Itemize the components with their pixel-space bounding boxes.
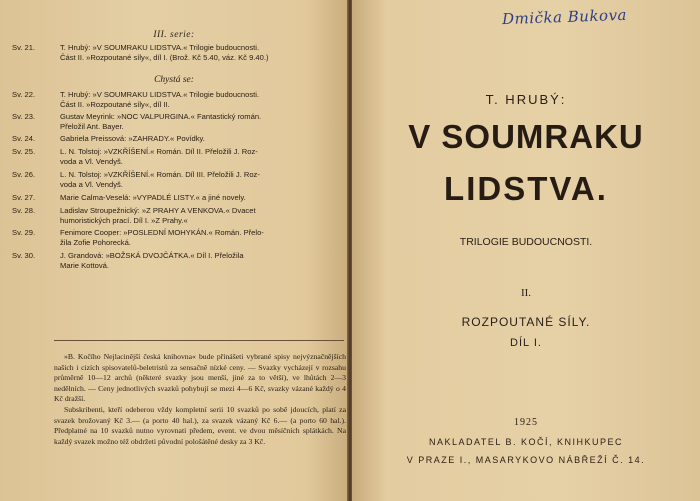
author-name: T. HRUBÝ: [485, 92, 567, 107]
volume-number: Sv. 23. [12, 112, 36, 121]
divider [54, 340, 344, 341]
title-page [352, 0, 700, 501]
book-entry [12, 251, 345, 271]
volume-label: DÍL I. [510, 337, 542, 349]
title-line-1: V SOUMRAKU [408, 118, 644, 155]
book-line: Marie Kottová. [60, 261, 109, 270]
title-line-2: LIDSTVA. [444, 170, 608, 207]
volume-number: Sv. 21. [12, 43, 36, 52]
left-page [0, 0, 348, 501]
book-line: voda a Vl. Vendyš. [60, 180, 123, 189]
volume-number: Sv. 24. [12, 134, 36, 143]
book-entry [12, 134, 345, 144]
publisher-line-2: V PRAZE I., MASARYKOVO NÁBŘEŽÍ Č. 14. [406, 455, 646, 465]
forthcoming-heading: Chystá se: [154, 75, 194, 85]
book-line: žila Zofie Pohorecká. [60, 238, 131, 247]
book-line: L. N. Tolstoj: »VZKŘÍŠENÍ.« Román. Díl II. Přeložili J. Roz- [60, 147, 258, 156]
book-line: Fenimore Cooper: »POSLEDNÍ MOHYKÁN.« Román. Přelo- [60, 228, 264, 237]
publisher-line-1: NAKLADATEL B. KOČÍ, KNIHKUPEC [428, 437, 624, 447]
volume-number: Sv. 28. [12, 206, 36, 215]
subtitle: TRILOGIE BUDOUCNOSTI. [459, 236, 593, 248]
book-entry [12, 147, 345, 167]
book-line: Gustav Meyrink: »NOC VALPURGINA.« Fantastický román. [60, 112, 262, 121]
book-entry [12, 90, 345, 110]
book-line: Část II. »Rozpoutané síly«, díl I. (Brož. Kč 5.40, váz. Kč 9.40.) [60, 53, 269, 62]
book-entry [12, 170, 345, 190]
volume-number: Sv. 30. [12, 251, 36, 260]
book-line: Část II. »Rozpoutané síly«, díl II. [60, 100, 170, 109]
book-line: humoristických prací. Díl I. »Z Prahy.« [60, 216, 188, 225]
book-entry [12, 228, 345, 248]
volume-number: Sv. 27. [12, 193, 36, 202]
book-line: J. Grandová: »BOŽSKÁ DVOJČÁTKA.« Díl I. Přeložila [60, 251, 244, 260]
volume-number: Sv. 29. [12, 228, 36, 237]
book-line: T. Hrubý: »V SOUMRAKU LIDSTVA.« Trilogie budoucnosti. [60, 43, 260, 52]
book-entry [12, 112, 345, 132]
book-entry [12, 206, 345, 226]
note-paragraph: Subskribenti, kteří odeberou vždy kompletní serii 10 svazků po sobě jdoucích, platí za svazek brožovaný Kč 3.— (a porto 40 hal.), za svazek vázaný Kč 6.— (a porto 60 hal.). Předplatné na 10 svazků nutno vyrovnati předem, event. ve dvou měsíčních splátkách. Na každý svazek možno též obdržeti původní pološátěné desky za 3 Kč. [54, 404, 346, 446]
volume-number: Sv. 22. [12, 90, 36, 99]
book-line: voda a Vl. Vendyš. [60, 157, 123, 166]
book-line: Marie Calma-Veselá: »VYPADLÉ LISTY.« a jiné novely. [60, 193, 246, 202]
book-line: Ladislav Stroupežnický: »Z PRAHY A VENKOVA.« Dvacet [60, 206, 256, 215]
handwritten-signature: Dmička Bukova [501, 5, 628, 29]
book-line: Gabriela Preissová: »ZAHRADY.« Povídky. [60, 134, 205, 143]
series-notes [54, 352, 346, 447]
book-line: Přeložil Ant. Bayer. [60, 122, 124, 131]
part-number: II. [520, 287, 532, 299]
series-heading: III. serie: [153, 30, 195, 40]
volume-number: Sv. 26. [12, 170, 36, 179]
publication-year: 1925 [514, 417, 538, 428]
book-entry [12, 193, 345, 203]
part-title: ROZPOUTANÉ SÍLY. [461, 315, 591, 329]
book-entry [12, 43, 345, 63]
book-line: T. Hrubý: »V SOUMRAKU LIDSTVA.« Trilogie budoucnosti. [60, 90, 260, 99]
volume-number: Sv. 25. [12, 147, 36, 156]
book-line: L. N. Tolstoj: »VZKŘÍŠENÍ.« Román. Díl III. Přeložili J. Roz- [60, 170, 260, 179]
note-paragraph: »B. Kočího Nejlacinější česká knihovna« bude přinášeti vybrané spisy nejvýznačnějších našich i cizích spisovatelů-beletristů za sensačně nízké ceny. — Svazky vycházejí v rozsahu průměrně 10—12 archů (některé svazky jsou menší, jiné za to větší), ve lhůtách 2—3 nedělních. — Ceny jednotlivých svazků pohybují se mezi 4—6 Kč, svazky vázané každý o 4 Kč dražší. [54, 352, 346, 404]
